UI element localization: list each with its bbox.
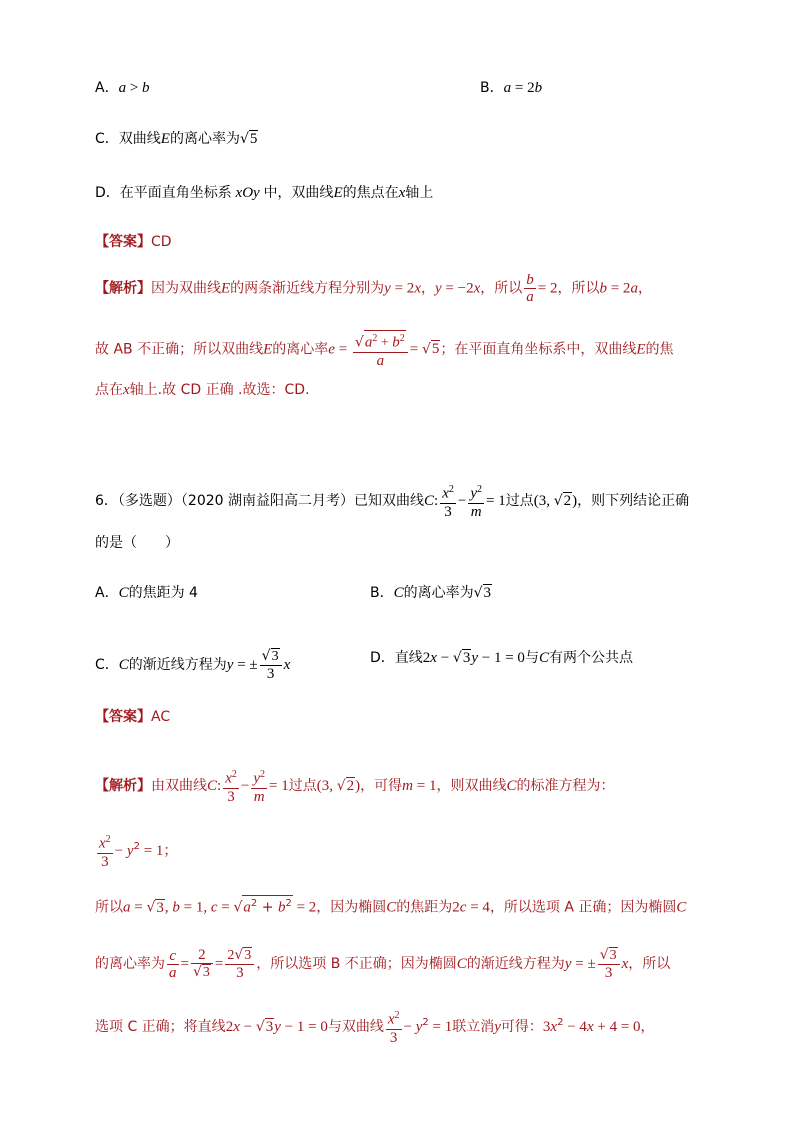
q6-option-a: A．C的焦距为 4 (95, 585, 198, 601)
q5-analysis-line-1: 【解析】因为双曲线E的两条渐近线方程分别为y = 2x，y = −2x，所以 $\frac{b}{a}$ = 2，所以b = 2a， (95, 272, 652, 305)
q6-standard-equation: $\frac{x^2}{3}$ − $y^2 = 1$； (99, 834, 178, 870)
q6-analysis-line-4: 的离心率为 $\frac{c}{a}$ = $\frac{2}{√3}$ = $\frac{2√3}{3}$ ，所以选项 B 不正确；因为椭圆C的渐近线方程为y = ± $\frac{√3}{3}$ x，所以 (95, 947, 671, 981)
q5-option-d: D．在平面直角坐标系 xOy 中，双曲线E的焦点在x轴上 (95, 185, 434, 201)
q6-analysis-line-3: 所以a = √3, b = 1, $c = √a^2 + b^2 = 2$，因为椭圆C的焦距为2c = 4，所以选项 A 正确；因为椭圆C (95, 895, 686, 918)
q5-analysis-line-2: 故 AB 不正确；所以双曲线E的离心率e = $\frac{√a^2 + b^2}{a}$ = √5；在平面直角坐标系中，双曲线E的焦 (95, 330, 674, 369)
q5-option-a: A．a > b (95, 80, 150, 96)
q5-analysis-line-3: 点在x轴上.故 CD 正确 .故选：CD. (95, 382, 310, 398)
q6-analysis-line-5: 选项 C 正确；将直线2x − √3y − 1 = 0与双曲线 $\frac{x^2}{3}$ − $y^2 = 1$联立消y可得：$3x^2 - 4x + 4 = 0$， (95, 1010, 655, 1046)
q6-stem-line-1: 6．（多选题）（2020 湖南益阳高二月考）已知双曲线C: $\frac{x^2}{3}$ − $\frac{y^2}{m}$ = 1过点(3, √2)，则下列结论正确 (95, 484, 690, 520)
q6-answer: 【答案】AC (95, 709, 171, 725)
q5-option-c: C．双曲线E的离心率为√5 (95, 131, 258, 147)
q5-option-b: B．a = 2b (480, 80, 543, 96)
q6-option-d: D．直线2x − √3y − 1 = 0与C有两个公共点 (370, 650, 633, 666)
q6-stem-line-2: 的是（ ） (95, 535, 179, 551)
q6-option-b: B．C的离心率为√3 (370, 585, 492, 601)
q6-analysis-line-1: 【解析】由双曲线C: $\frac{x^2}{3}$ − $\frac{y^2}{m}$ = 1过点(3, √2)，可得m = 1，则双曲线C的标准方程为： (95, 769, 615, 805)
q5-answer: 【答案】CD (95, 234, 172, 250)
q6-option-c: C．C的渐近线方程为y = ± $\frac{√3}{3}$ x (95, 648, 291, 682)
